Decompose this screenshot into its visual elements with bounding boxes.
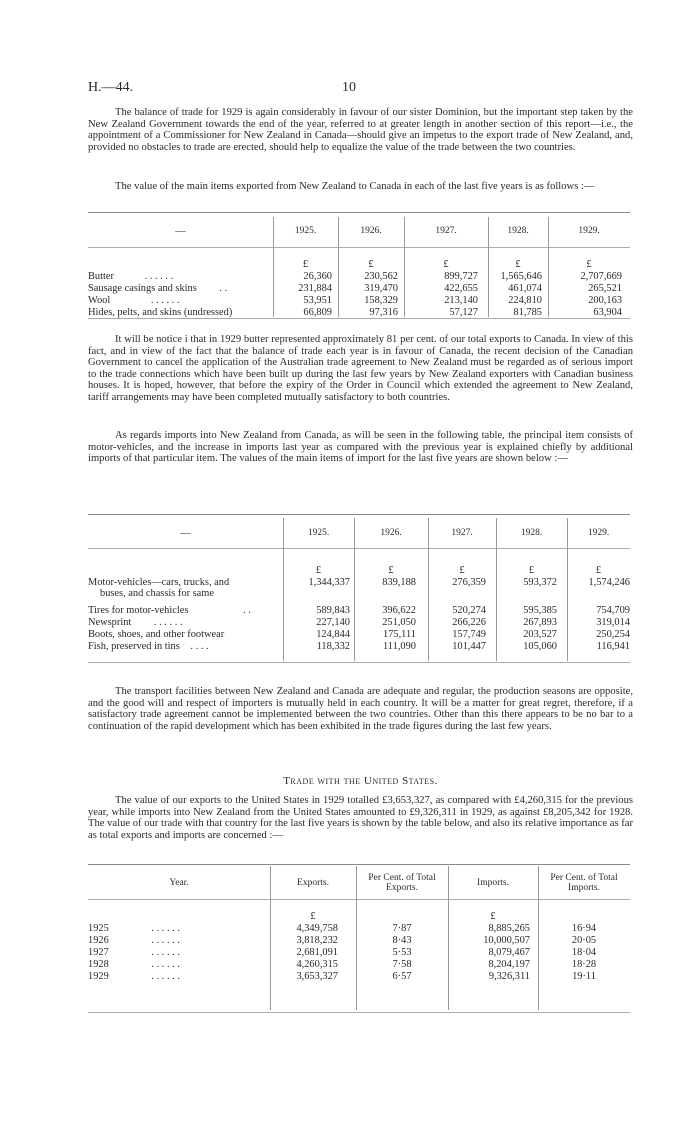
table-cell: 7·58 [392,958,412,970]
row-label: Motor-vehicles—cars, trucks, and [88,576,230,588]
table-cell: 520,274 [452,604,486,616]
table-rule-top [88,864,630,865]
row-label: Butter [88,270,114,282]
table-cell: 118,332 [316,640,350,652]
table-corner: — [175,225,186,237]
table-row [88,306,630,318]
year-label: 1926 [88,934,109,946]
row-label: Fish, preserved in tins [88,640,180,652]
table-cell: 63,904 [593,306,622,318]
table-cell: 231,884 [298,282,332,294]
table-cell: 8,885,265 [488,922,530,934]
table-rule-top [88,514,630,515]
leader-dots: . . . . . . [153,616,183,628]
currency-symbol: £ [310,911,316,922]
table-cell: 422,655 [444,282,478,294]
page-number: 10 [342,80,356,95]
table-cell: 111,090 [383,640,416,652]
table-cell: 101,447 [452,640,486,652]
year-label: 1928 [88,958,109,970]
row-label: Wool [88,294,111,306]
table-cell: 157,749 [452,628,486,640]
table-rule-bottom [88,662,630,663]
currency-symbol: £ [368,259,374,270]
table-row [88,270,630,282]
column-header: Per Cent. of Total Imports. [550,873,618,893]
table-cell: 396,622 [382,604,416,616]
currency-row [88,898,630,922]
table-cell: 6·57 [392,970,412,982]
column-header: 1926. [360,226,382,236]
table-row [88,628,630,640]
currency-symbol: £ [459,565,465,576]
table-cell: 116,941 [596,640,630,652]
leader-dots: . . . . . . [151,922,180,934]
currency-symbol: £ [515,259,521,270]
table-cell: 18·28 [571,958,597,970]
table-header-row [88,216,630,246]
table-cell: 839,188 [382,576,416,588]
paragraph-butter-notice: It will be notice i that in 1929 butter represented approximately 81 per cent. of our total exports to Canada. In view of this fact, and in view of the fact that the balance of trade each year is in favour of Canada, the recent decision of the Canadian Government to cancel the application of the Australian trade agreement to New Zealand must be regarded as of serious import to the trade connections which have been built up during the last few years by New Zealand exporters with Canadian business houses. It is hoped, however, that before the expiry of the Order in Council which extended the agreement to New Zealand, tariff arrangements may have been completed mutually satisfactory to both countries. [88,334,633,403]
table-cell: 26,360 [303,270,332,282]
column-header: Imports. [477,878,509,888]
table-cell: 66,809 [303,306,332,318]
table-cell: 1,344,337 [308,576,350,588]
table-cell: 250,254 [596,628,630,640]
table-cell: 203,527 [523,628,557,640]
document-code: H.—44. [88,80,134,95]
table-cell: 7·87 [392,922,412,934]
table-rule-bottom [88,318,630,319]
us-trade-table [88,868,630,982]
table-cell: 124,844 [316,628,350,640]
table-cell: 267,893 [523,616,557,628]
table-header-row [88,868,630,898]
table-row [88,294,630,306]
leader-dots: . . . . . . [151,970,180,982]
table-cell: 266,226 [452,616,486,628]
table-header-row [88,518,630,548]
table-row-continuation [88,588,630,604]
table-cell: 105,060 [523,640,557,652]
table-rule-top [88,212,630,213]
year-label: 1925 [88,922,109,934]
table-cell: 595,385 [523,604,557,616]
table-row [88,958,630,970]
table-cell: 175,111 [383,628,416,640]
currency-symbol: £ [490,911,496,922]
table-row [88,616,630,628]
table-cell: 19·11 [572,970,596,982]
currency-symbol: £ [443,259,449,270]
table-cell: 461,074 [508,282,542,294]
table-cell: 53,951 [303,294,332,306]
table-row [88,934,630,946]
table-cell: 319,014 [596,616,630,628]
table-cell: 3,818,232 [296,934,338,946]
table-cell: 4,349,758 [296,922,338,934]
table-cell: 276,359 [452,576,486,588]
paragraph-exports-intro: The value of the main items exported from New Zealand to Canada in each of the last five years is as follows :— [115,181,595,192]
table-cell: 2,681,091 [296,946,338,958]
table-cell: 3,653,327 [296,970,338,982]
table-cell: 754,709 [596,604,630,616]
column-header: Exports. [297,878,329,888]
table-cell: 16·94 [571,922,597,934]
leader-dots: . . . . . . [151,934,180,946]
leader-dots: . . . . . . [151,958,180,970]
paragraph-balance: The balance of trade for 1929 is again considerably in favour of our sister Dominion, but the important step taken by the New Zealand Government towards the end of the year, referred to at greater length in another section of this report—i.e., the appointment of a Commissioner for New Zealand in Canada—should give an impetus to the export trade of New Zealand, and, provided no obstacles to trade are erected, should help to equalize the value of the trade between the two countries. [88,107,633,153]
table-cell: 5·53 [392,946,412,958]
table-cell: 1,565,646 [500,270,542,282]
table-cell: 18·04 [571,946,597,958]
table-row [88,946,630,958]
column-header: 1927. [435,226,457,236]
column-header: 1928. [507,226,529,236]
leader-dots: . . [243,604,251,616]
currency-symbol: £ [315,565,322,576]
currency-symbol: £ [595,565,602,576]
row-label: Hides, pelts, and skins (undressed) [88,306,233,318]
leader-dots: . . . . . . [151,946,180,958]
table-cell: 97,316 [369,306,398,318]
table-cell: 230,562 [364,270,398,282]
table-row [88,604,630,616]
row-label-continued: buses, and chassis for same [100,588,214,599]
currency-row [88,548,630,576]
table-rule-bottom [88,1012,630,1013]
column-header: 1929. [578,226,600,236]
column-header: 1928. [520,528,543,538]
table-row [88,970,630,982]
row-label: Tires for motor-vehicles [88,604,189,616]
leader-dots: . . . . . . [144,270,174,282]
table-cell: 251,050 [382,616,416,628]
leader-dots: . . . . [190,640,209,652]
table-cell: 10,000,507 [483,934,530,946]
column-header: 1925. [294,226,317,236]
table-cell: 57,127 [449,306,478,318]
currency-symbol: £ [528,565,535,576]
table-cell: 20·05 [571,934,597,946]
paragraph-imports-intro: As regards imports into New Zealand from Canada, as will be seen in the following table, the principal item consists of motor-vehicles, and the increase in imports last year as compared with the previous year is explained chiefly by additional imports of that particular item. The values of the main items of import for the last five years are shown below :— [88,430,633,465]
leader-dots: . . [219,282,228,294]
table-row [88,640,630,652]
table-cell: 593,372 [523,576,557,588]
table-row [88,922,630,934]
section-heading: Trade with the United States. [283,775,438,787]
table-cell: 8,204,197 [488,958,530,970]
table-cell: 8·43 [392,934,412,946]
column-header: 1925. [307,528,330,538]
currency-symbol: £ [586,259,592,270]
imports-table [88,518,630,652]
table-cell: 8,079,467 [488,946,530,958]
column-header: Year. [169,878,189,888]
table-cell: 1,574,246 [588,576,630,588]
table-corner: — [180,527,191,539]
row-label: Boots, shoes, and other footwear [88,628,225,640]
table-cell: 9,326,311 [488,970,530,982]
column-header: 1927. [451,528,473,538]
page-header [88,80,633,100]
table-cell: 224,810 [508,294,542,306]
table-row [88,282,630,294]
row-label: Newsprint [88,616,132,628]
column-header: 1929. [587,528,610,538]
column-header: Per Cent. of Total Exports. [368,873,436,893]
table-cell: 227,140 [316,616,350,628]
table-cell: 589,843 [316,604,350,616]
table-row [88,576,630,588]
row-label: Sausage casings and skins [88,282,197,294]
table-cell: 81,785 [513,306,542,318]
year-label: 1929 [88,970,109,982]
currency-symbol: £ [302,259,309,270]
table-cell: 2,707,669 [580,270,622,282]
leader-dots: . . . . . . [150,294,180,306]
table-cell: 158,329 [364,294,398,306]
table-cell: 319,470 [364,282,398,294]
table-cell: 4,260,315 [296,958,338,970]
table-cell: 213,140 [444,294,478,306]
year-label: 1927 [88,946,109,958]
exports-table [88,216,630,318]
paragraph-transport: The transport facilities between New Zealand and Canada are adequate and regular, the production seasons are opposite, and the good will and respect of importers is mutually held in each country. It will be a matter for great regret, therefore, if a satisfactory trade agreement cannot be implemented between the two countries. Other than this there appears to be no bar to a continuation of the rapid development which has been exhibited in the trade figures during the last few years. [88,686,633,732]
column-header: 1926. [380,528,402,538]
currency-row [88,246,630,270]
table-cell: 265,521 [588,282,622,294]
table-cell: 899,727 [444,270,478,282]
currency-symbol: £ [388,565,394,576]
paragraph-us-trade: The value of our exports to the United States in 1929 totalled £3,653,327, as compared with £4,260,315 for the previous year, while imports into New Zealand from the United States amounted to £9,326,311 in 1929, as against £8,205,342 for 1928. The value of our trade with that country for the last five years is shown by the table below, and also its relative importance as far as total exports and imports are concerned :— [88,795,633,841]
table-cell: 200,163 [588,294,622,306]
